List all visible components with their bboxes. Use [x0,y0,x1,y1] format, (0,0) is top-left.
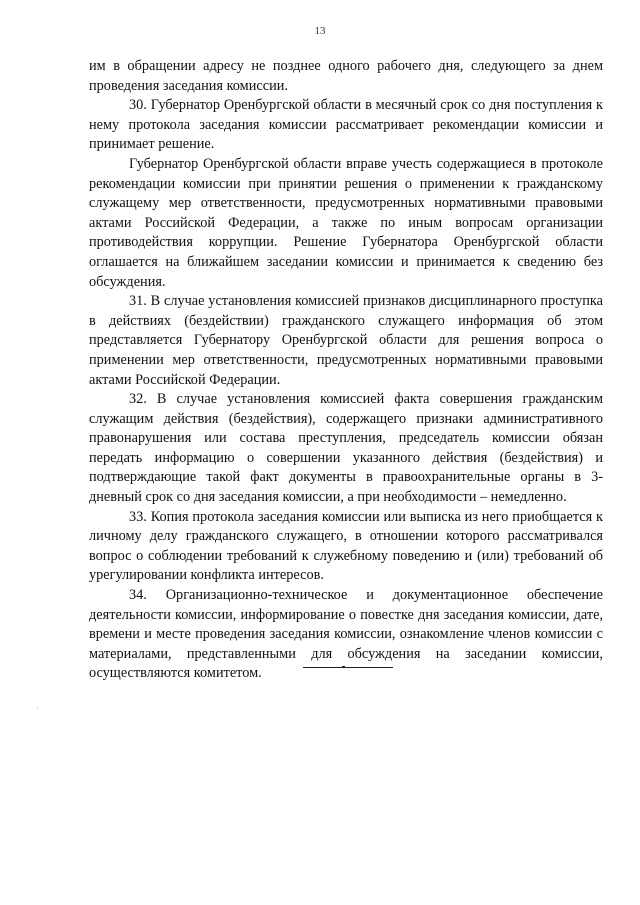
paragraph-item-32: 32. В случае установления комиссией факта совершения гражданским служащим действия (бездействия), содержащего признаки административного правонарушения или состава преступления, председатель комиссии обязан передать информацию о совершении указанного действия (бездействия) и подтверждающие такой факт документы в правоохранительные органы в 3-дневный срок со дня заседания комиссии, а при необходимости – немедленно. [89,391,603,506]
paragraph-item-34: 34. Организационно-техническое и документационное обеспечение деятельности комиссии, информирование о повестке дня заседания комиссии, дате, времени и месте проведения заседания комиссии, ознакомление членов комиссии с материалами, представленными для обсуждения на заседании комиссии, осуществляются комитетом. [89,587,603,682]
scan-speck [37,708,38,709]
paragraph-continuation: им в обращении адресу не позднее одного рабочего дня, следующего за днем проведения заседания комиссии. [89,58,603,94]
paragraph-item-33: 33. Копия протокола заседания комиссии или выписка из него приобщается к личному делу гражданского служащего, в отношении которого рассматривался вопрос о соблюдении требований к служебному поведению и (или) требований об урегулировании конфликта интересов. [89,508,603,584]
end-of-document-line [303,667,393,668]
page-number: 13 [314,25,326,37]
paragraph-item-31: 31. В случае установления комиссией признаков дисциплинарного проступка в действиях (бездействии) гражданского служащего информация об этом представляется Губернатору Оренбургской области для решения вопроса о применении мер ответственности, предусмотренных нормативными правовыми актами Российской Федерации. [89,293,603,388]
paragraph-governor-decision: Губернатор Оренбургской области вправе учесть содержащиеся в протоколе рекомендации комиссии при принятии решения о применении к гражданскому служащему мер ответственности, предусмотренных нормативными правовыми актами Российской Федерации, а также по иным вопросам организации противодействия коррупции. Решение Губернатора Оренбургской области оглашается на ближайшем заседании комиссии и принимается к сведению без обсуждения. [89,155,603,290]
paragraph-item-30: 30. Губернатор Оренбургской области в месячный срок со дня поступления к нему протокола заседания комиссии рассматривает рекомендации комиссии и принимает решение. [89,97,603,153]
document-body [89,57,603,684]
